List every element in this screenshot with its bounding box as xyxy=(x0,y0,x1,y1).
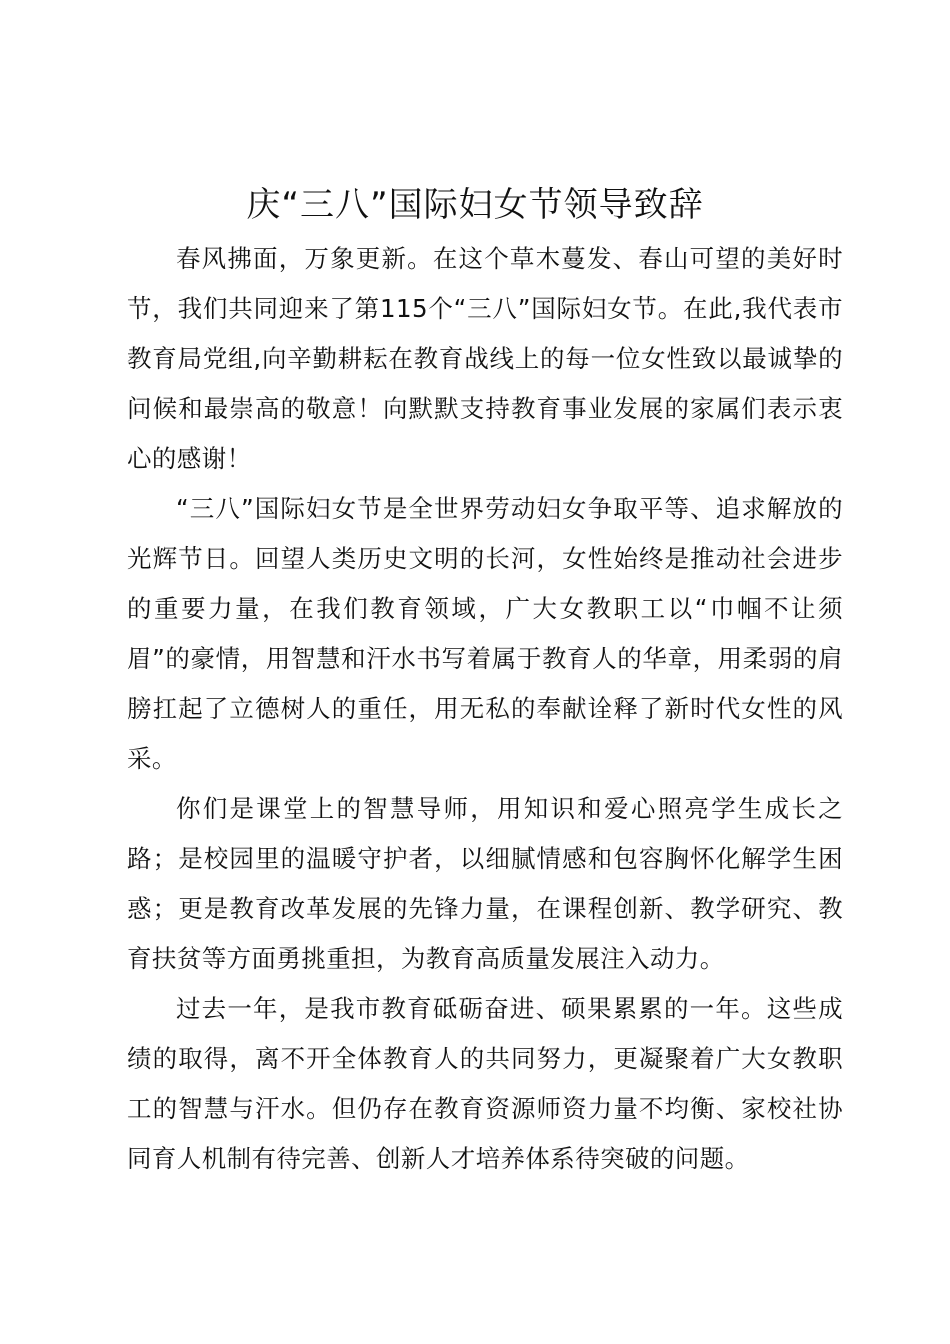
document-title: 庆“三八”国际妇女节领导致辞 xyxy=(246,185,704,225)
paragraph-2: “三八”国际妇女节是全世界劳动妇女争取平等、追求解放的光辉节日。回望人类历史文明的长河，女性始终是推动社会进步的重要力量，在我们教育领域，广大女教职工以“巾帼不让须眉”的豪情，用智慧和汗水书写着属于教育人的华章，用柔弱的肩膀扛起了立德树人的重任，用无私的奉献诠释了新时代女性的风采。 xyxy=(127,494,843,773)
paragraph-4: 过去一年，是我市教育砥砺奋进、硕果累累的一年。这些成绩的取得，离不开全体教育人的共同努力，更凝聚着广大女教职工的智慧与汗水。但仍存在教育资源师资力量不均衡、家校社协同育人机制有待完善、创新人才培养体系待突破的问题。 xyxy=(127,994,843,1173)
paragraph-1: 春风拂面，万象更新。在这个草木蔓发、春山可望的美好时节，我们共同迎来了第115个“三八”国际妇女节。在此,我代表市教育局党组,向辛勤耕耘在教育战线上的每一位女性致以最诚挚的问候和最崇高的敬意！向默默支持教育事业发展的家属们表示衷心的感谢！ xyxy=(127,244,843,473)
document-body xyxy=(127,234,843,1184)
paragraph-3: 你们是课堂上的智慧导师，用知识和爱心照亮学生成长之路；是校园里的温暖守护者，以细腻情感和包容胸怀化解学生困惑；更是教育改革发展的先锋力量，在课程创新、教学研究、教育扶贫等方面勇挑重担，为教育高质量发展注入动力。 xyxy=(127,794,843,973)
